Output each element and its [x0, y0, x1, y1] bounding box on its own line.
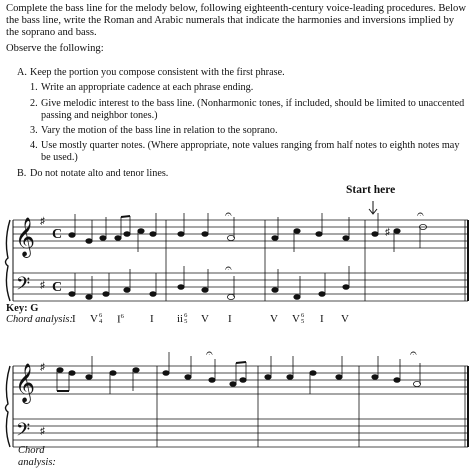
down-arrow-icon — [369, 201, 377, 214]
time-signature-icon: C — [52, 280, 63, 295]
list-item-4: Use mostly quarter notes. (Where appropriate, note values ranging from half notes to eighth notes may be used.) — [41, 140, 460, 163]
list-item-2: Give melodic interest to the bass line. (Nonharmonic tones, if included, should be limited to unaccented passing and neighbor tones.) — [41, 98, 465, 121]
sharp-icon: ♯ — [40, 216, 45, 227]
system1-bass-staff — [13, 273, 468, 301]
list-item-a: Keep the portion you compose consistent with the first phrase. — [30, 67, 285, 78]
start-here-label: Start here — [346, 184, 396, 196]
list-marker-2: 2. — [30, 98, 38, 109]
brace-system1 — [6, 220, 11, 301]
system1-soprano-notes — [69, 213, 427, 252]
list-marker-1: 1. — [30, 82, 38, 93]
roman-numeral: V — [270, 313, 278, 325]
list-item-1: Write an appropriate cadence at each phrase ending. — [41, 82, 254, 93]
fermata-icon: 𝄐 — [225, 207, 232, 221]
treble-clef-icon: 𝄞 — [15, 363, 36, 403]
sharp-icon: ♯ — [40, 362, 45, 373]
roman-numeral: V — [201, 313, 209, 325]
time-signature-icon: C — [52, 227, 63, 242]
list-marker-4: 4. — [30, 140, 38, 151]
fermata-icon: 𝄐 — [225, 261, 232, 275]
fermata-icon: 𝄐 — [206, 346, 213, 360]
sharp-icon: ♯ — [40, 426, 45, 437]
roman-numeral: ii6 5 — [177, 312, 188, 326]
list-marker-b: B. — [17, 168, 27, 179]
roman-numeral: I — [320, 313, 324, 325]
chord-analysis-label: Chord analysis: — [6, 314, 73, 325]
list-marker-3: 3. — [30, 125, 38, 136]
sharp-icon: ♯ — [385, 227, 390, 238]
roman-numeral: $I^6$ — [117, 313, 124, 326]
instructions-paragraph: Complete the bass line for the melody below, following eighteenth-century voice-leading procedures. Below the bass line, write the Roman and Arabic numerals that indicate the harmonies and inversions implied by the soprano and bass. — [6, 3, 467, 39]
bass-clef-icon: 𝄢 — [16, 420, 31, 445]
roman-numeral: I — [72, 313, 76, 325]
roman-numeral: V6 4 — [90, 312, 103, 326]
list-item-3: Vary the motion of the bass line in relation to the soprano. — [41, 125, 278, 136]
list-item-b: Do not notate alto and tenor lines. — [30, 168, 169, 179]
system2-bass-staff — [13, 419, 468, 447]
key-label: Key: G — [6, 303, 39, 314]
system1-bass-notes — [69, 266, 349, 300]
fermata-icon: 𝄐 — [410, 346, 417, 360]
bass-clef-icon: 𝄢 — [16, 274, 31, 299]
roman-numeral: V — [341, 313, 349, 325]
roman-numeral: I — [150, 313, 154, 325]
treble-clef-icon: 𝄞 — [15, 217, 36, 257]
list-marker-a: A. — [17, 67, 27, 78]
chord-analysis-label-2: Chord analysis: — [18, 445, 56, 468]
roman-numeral: V6 5 — [292, 312, 305, 326]
system1-treble-staff — [13, 220, 468, 248]
observe-heading: Observe the following: — [6, 43, 104, 54]
sharp-icon: ♯ — [40, 280, 45, 291]
fermata-icon: 𝄐 — [417, 207, 424, 221]
roman-numeral: I — [228, 313, 232, 325]
brace-system2 — [6, 366, 11, 447]
